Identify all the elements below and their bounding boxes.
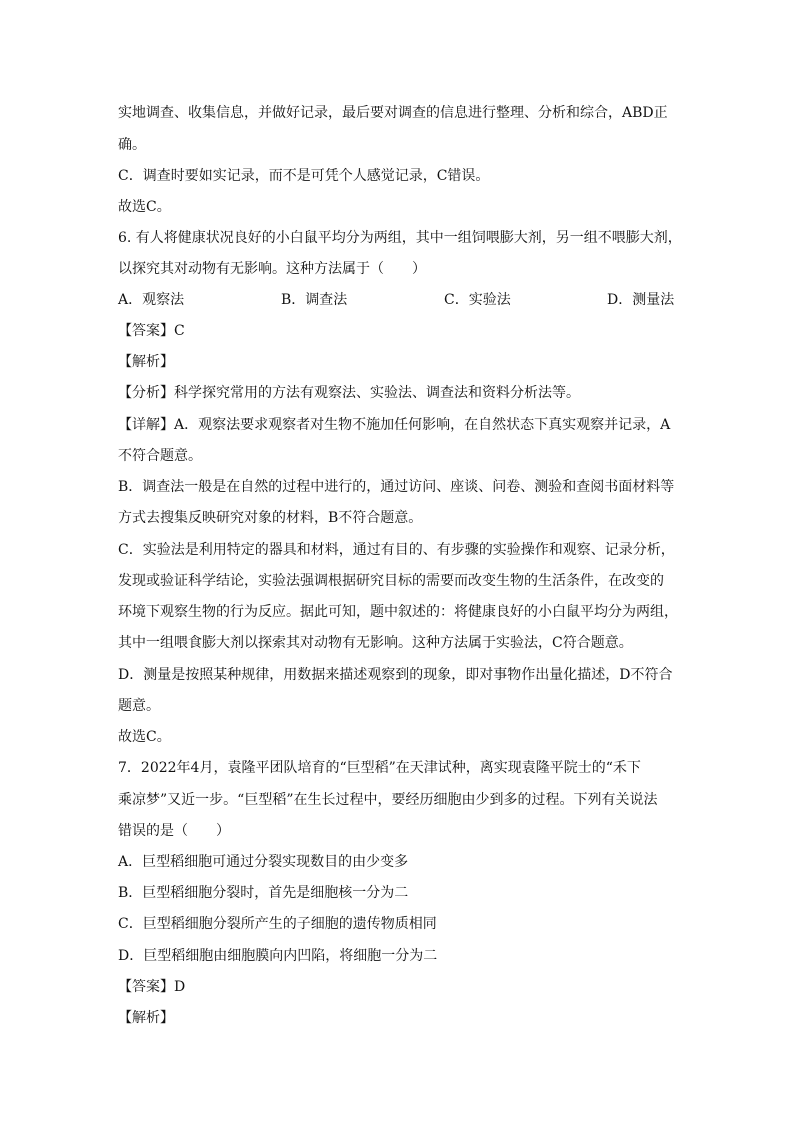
- text-line: B．调查法一般是在自然的过程中进行的，通过访问、座谈、问卷、测验和查阅书面材料等: [118, 479, 675, 495]
- text-line: 【分析】科学探究常用的方法有观察法、实验法、调查法和资料分析法等。: [118, 385, 580, 401]
- option-a: A．观察法: [118, 292, 185, 308]
- option-c: C．实验法: [444, 292, 511, 308]
- text-line: 实地调查、收集信息，并做好记录，最后要对调查的信息进行整理、分析和综合，ABD正: [118, 105, 668, 121]
- option-c: C．巨型稻细胞分裂所产生的子细胞的遗传物质相同: [118, 916, 437, 932]
- question-6-stem: 以探究其对动物有无影响。这种方法属于（ ）: [118, 261, 426, 277]
- option-d: D．测量法: [607, 292, 675, 308]
- option-b: B．调查法: [281, 292, 348, 308]
- text-line: 环境下观察生物的行为反应。据此可知，题中叙述的：将健康良好的小白鼠平均分为两组，: [118, 604, 678, 620]
- text-line: 故选C。: [118, 729, 171, 745]
- question-7-stem: 7．2022年4月，袁隆平团队培育的“巨型稻”在天津试种，离实现袁隆平院士的“禾下: [118, 760, 641, 776]
- text-line: C．实验法是利用特定的器具和材料，通过有目的、有步骤的实验操作和观察、记录分析，: [118, 542, 675, 558]
- option-d: D．巨型稻细胞由细胞膜向内凹陷，将细胞一分为二: [118, 948, 438, 964]
- question-7-stem: 错误的是（ ）: [118, 823, 230, 839]
- text-line: 方式去搜集反映研究对象的材料，B不符合题意。: [118, 510, 423, 526]
- question-6-stem: 6. 有人将健康状况良好的小白鼠平均分为两组，其中一组饲喂膨大剂，另一组不喂膨大剂，: [118, 230, 682, 246]
- option-b: B．巨型稻细胞分裂时，首先是细胞核一分为二: [118, 885, 409, 901]
- analysis-heading: 【解析】: [118, 354, 174, 370]
- analysis-heading: 【解析】: [118, 1010, 174, 1026]
- option-a: A．巨型稻细胞可通过分裂实现数目的由少变多: [118, 854, 409, 870]
- text-line: 不符合题意。: [118, 448, 202, 464]
- text-line: 【详解】A．观察法要求观察者对生物不施加任何影响，在自然状态下真实观察并记录，A: [118, 417, 671, 433]
- text-line: D．测量是按照某种规律，用数据来描述观察到的现象，即对事物作出量化描述，D不符合: [118, 667, 673, 683]
- text-line: C．调查时要如实记录，而不是可凭个人感觉记录，C错误。: [118, 168, 490, 184]
- text-line: 发现或验证科学结论，实验法强调根据研究目标的需要而改变生物的生活条件，在改变的: [118, 573, 664, 589]
- question-7-stem: 乘凉梦”又近一步。“巨型稻”在生长过程中，要经历细胞由少到多的过程。下列有关说法: [118, 792, 658, 808]
- text-line: 故选C。: [118, 199, 171, 215]
- answer-label: 【答案】C: [118, 323, 185, 339]
- answer-label: 【答案】D: [118, 979, 186, 995]
- text-line: 题意。: [118, 698, 160, 714]
- text-line: 确。: [118, 137, 146, 153]
- text-line: 其中一组喂食膨大剂以探索其对动物有无影响。这种方法属于实验法，C符合题意。: [118, 635, 633, 651]
